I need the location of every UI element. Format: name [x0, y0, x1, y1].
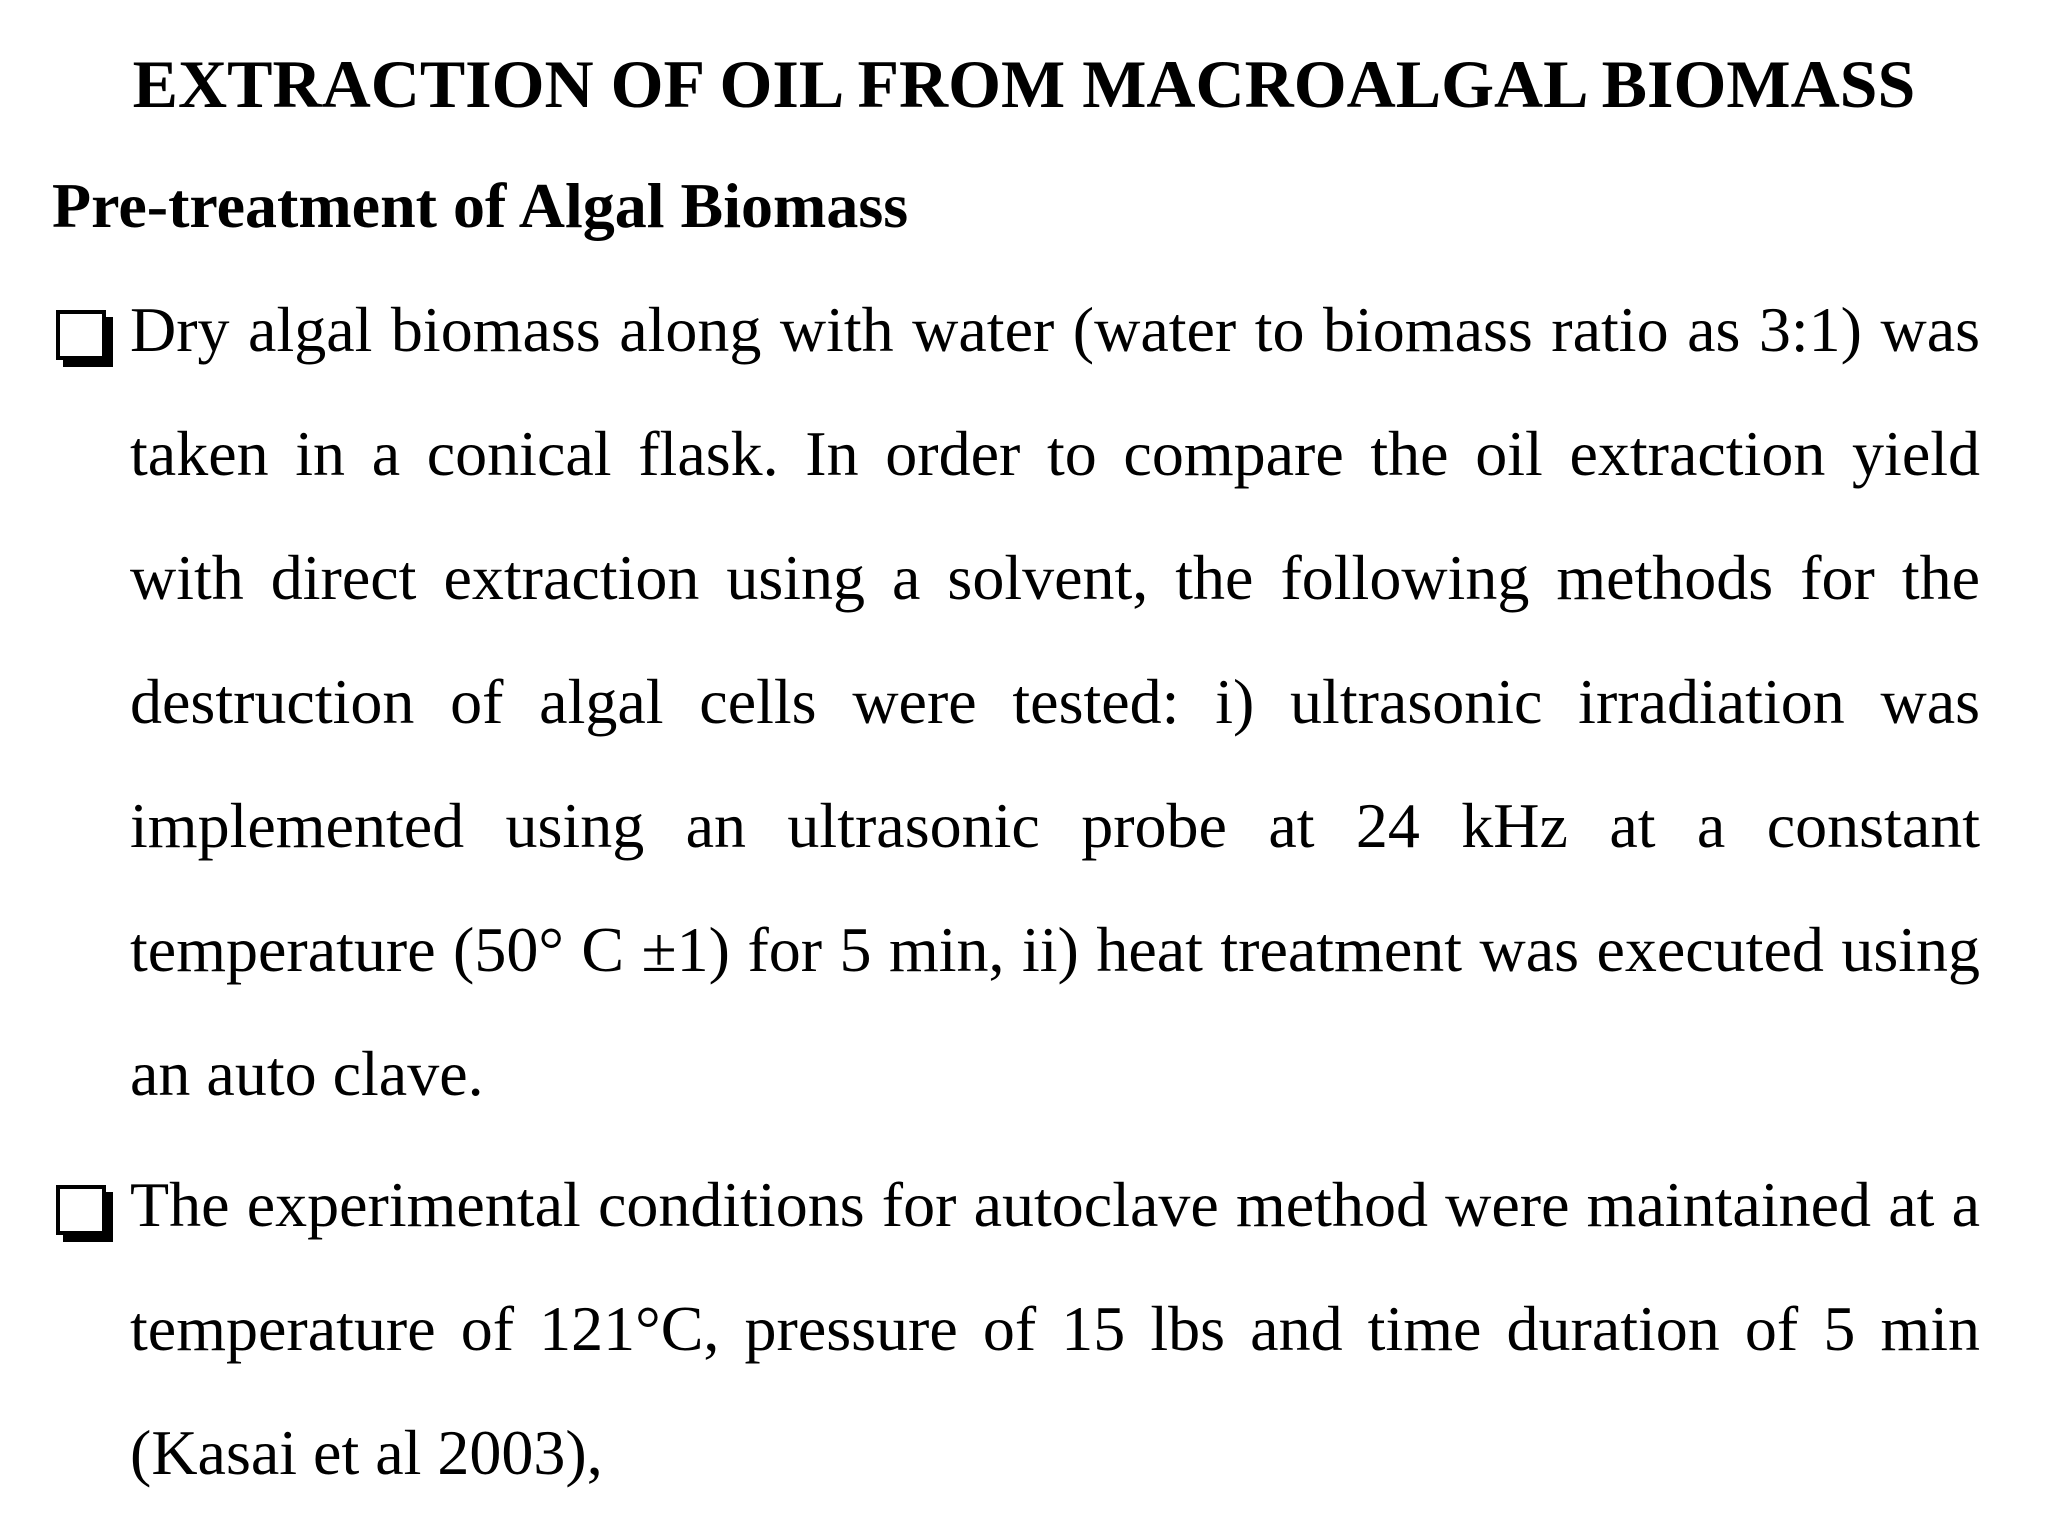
section-heading: Pre-treatment of Algal Biomass: [52, 170, 909, 241]
checkbox-square-icon: [56, 1185, 106, 1235]
bullet-text: Dry algal biomass along with water (water to biomass ratio as 3:1) was taken in a conical flask. In order to compare the oil extraction yield with direct extraction using a solvent, the following methods for the destruction of algal cells were tested: i) ultrasonic irradiation was implemented using an ultrasonic probe at 24 kHz at a constant temperature (50° C ±1) for 5 min, ii) heat treatment was executed using an auto clave.: [130, 294, 1980, 1109]
page-title: EXTRACTION OF OIL FROM MACROALGAL BIOMASS: [132, 46, 1916, 122]
bullet-text: The experimental conditions for autoclave method were maintained at a temperature of 121°C, pressure of 15 lbs and time duration of 5 min (Kasai et al 2003),: [130, 1169, 1980, 1488]
checkbox-square-icon: [56, 310, 106, 360]
